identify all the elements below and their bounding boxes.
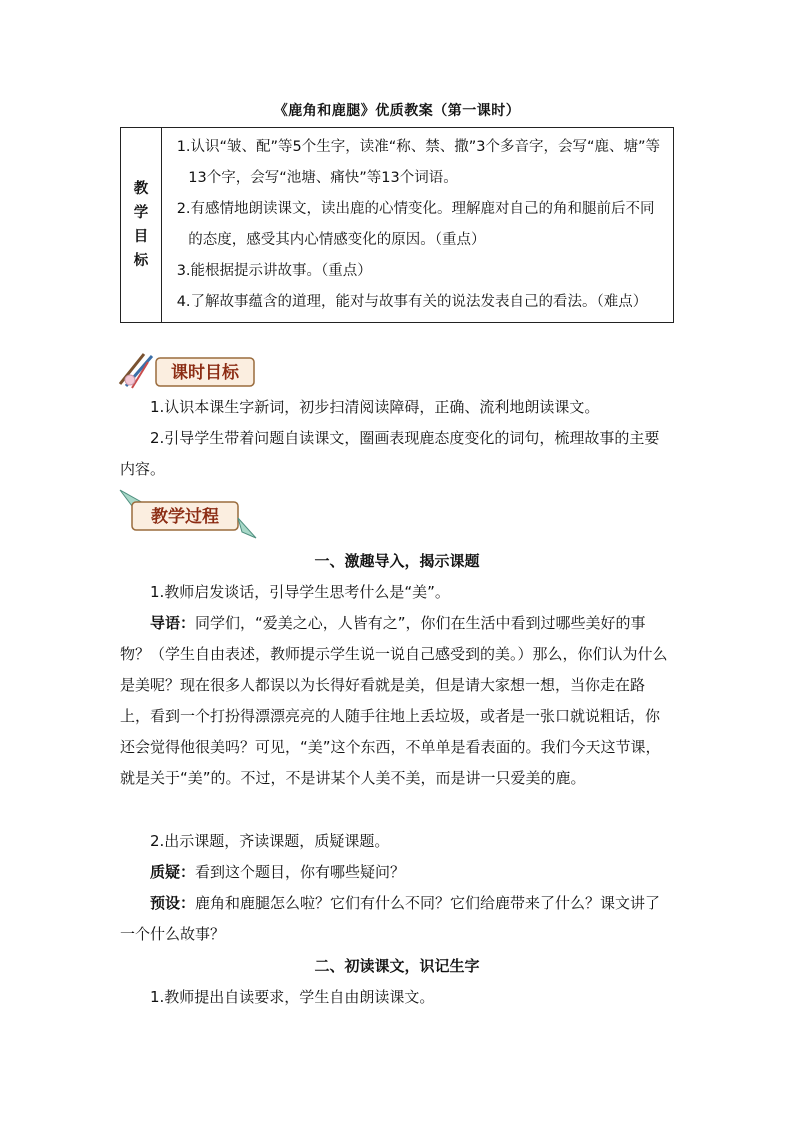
goal-item: 3.能根据提示讲故事。（重点）	[176, 263, 372, 279]
guide-text: 同学们，“爱美之心，人皆有之”，你们在生活中看到过哪些美好的事物？（学生自由表述，教师提示学生说一说自己感受到的美。）那么，你们认为什么是美呢？现在很多人都误以为长得好看就是美，但是请大家想一想，当你走在路上，看到一个打扮得漂漂亮亮的人随手往地上丢垃圾，或者是一张口就说粗话，你还会觉得他很美吗？可见，“美”这个东西，不单单是看表面的。我们今天这节课，就是关于“美”的。不过，不是讲某个人美不美，而是讲一只爱美的鹿。	[120, 614, 668, 787]
header-char: 学	[133, 205, 149, 221]
guide-label: 导语：	[150, 614, 196, 632]
document-title: 《鹿角和鹿腿》优质教案（第一课时）	[273, 103, 521, 119]
header-char: 目	[133, 229, 149, 245]
header-char: 教	[133, 181, 149, 197]
question-paragraph	[120, 857, 674, 888]
paragraph: 2.出示课题，齐读课题，质疑课题。	[150, 832, 390, 850]
brush-pen-icon	[120, 354, 152, 388]
lesson-goals-banner	[118, 350, 258, 390]
preset-label: 预设：	[150, 894, 196, 912]
goal-item: 4.了解故事蕴含的道理，能对与故事有关的说法发表自己的看法。（难点）	[176, 294, 648, 310]
lesson-goal-item: 2.引导学生带着问题自读课文，圈画表现鹿态度变化的词句，梳理故事的主要内容。	[120, 429, 660, 478]
header-char: 标	[133, 253, 149, 269]
goal-item: 2.有感情地朗读课文，读出鹿的心情变化。理解鹿对自己的角和腿前后不同的态度，感受其内心情感变化的原因。（重点）	[176, 201, 655, 248]
paper-plane-icon	[238, 518, 256, 538]
banner-label: 课时目标	[171, 363, 239, 383]
paragraph: 1.教师提出自读要求，学生自由朗读课文。	[150, 988, 435, 1006]
teaching-process-banner	[118, 488, 258, 540]
teaching-goals-table	[120, 127, 674, 323]
goal-item: 1.认识“皱、配”等5个生字，读准“称、禁、撒”3个多音字，会写“鹿、塘”等13个字，会写“池塘、痛快”等13个词语。	[176, 139, 661, 186]
question-text: 看到这个题目，你有哪些疑问？	[195, 863, 406, 881]
banner-label: 教学过程	[151, 507, 219, 527]
section-heading: 二、初读课文，识记生字	[314, 957, 480, 975]
teaching-goals-list	[162, 128, 674, 323]
preset-text: 鹿角和鹿腿怎么啦？它们有什么不同？它们给鹿带来了什么？课文讲了一个什么故事？	[120, 894, 661, 943]
section-heading: 一、激趣导入，揭示课题	[314, 552, 480, 570]
teaching-goals-header	[121, 128, 162, 323]
guide-paragraph	[120, 608, 674, 794]
preset-paragraph	[120, 888, 674, 950]
question-label: 质疑：	[150, 863, 196, 881]
paragraph: 1.教师启发谈话，引导学生思考什么是“美”。	[150, 583, 450, 601]
lesson-goal-item: 1.认识本课生字新词，初步扫清阅读障碍，正确、流利地朗读课文。	[150, 398, 600, 416]
